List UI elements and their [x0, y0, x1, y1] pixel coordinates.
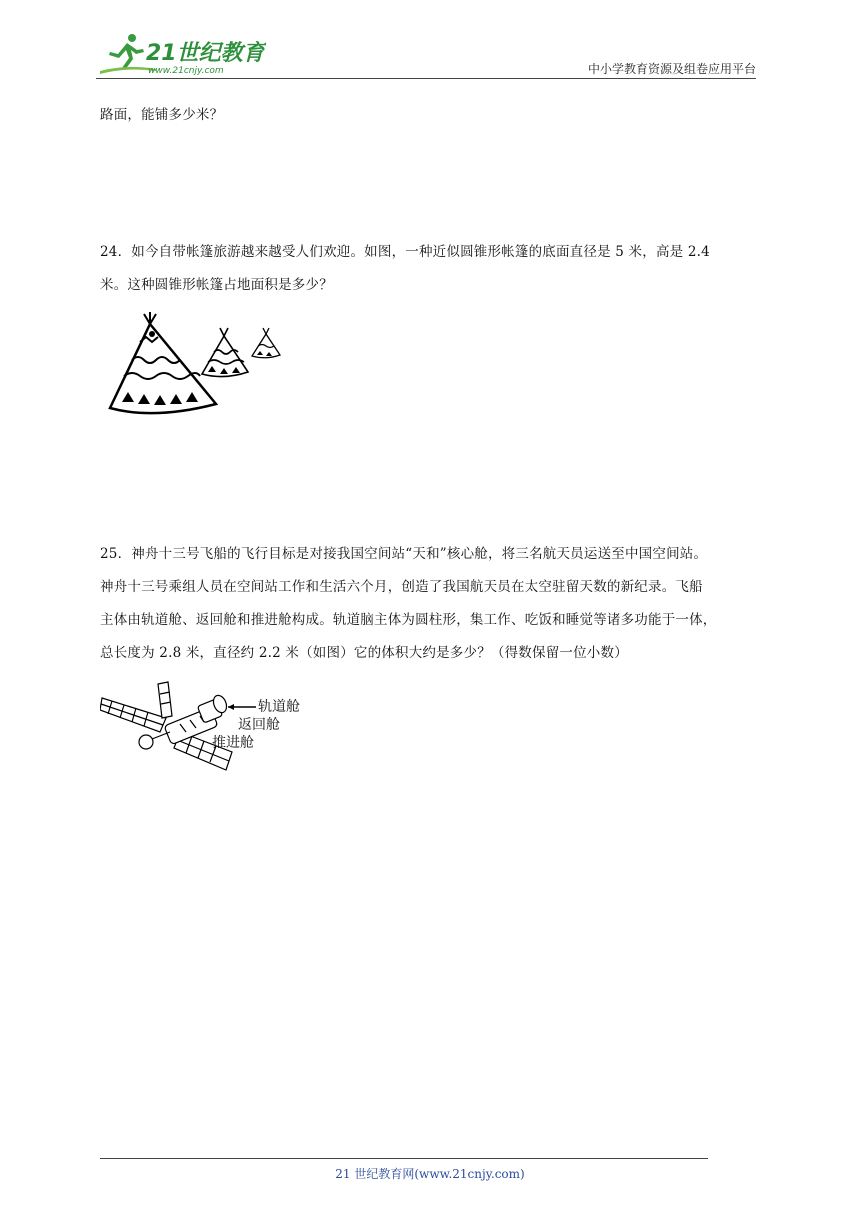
previous-question-tail	[100, 99, 760, 132]
text-line: 24．如今自带帐篷旅游越来越受人们欢迎。如图，一种近似圆锥形帐篷的底面直径是 5 米，高是 2.4	[100, 244, 710, 260]
logo-url-text: www.21cnjy.com	[148, 66, 224, 76]
question-25	[100, 538, 760, 670]
medium-tent-icon	[202, 328, 248, 377]
text-line: 主体由轨道舱、返回舱和推进舱构成。轨道脑主体为圆柱形，集工作、吃饭和睡觉等诸多功能于一体，	[100, 612, 717, 628]
logo-text: 21世纪教育	[146, 41, 265, 66]
tent-figure	[104, 312, 284, 424]
site-logo	[96, 28, 266, 78]
small-tent-icon	[252, 328, 280, 358]
label-propulsion-module: 推进舱	[212, 735, 254, 751]
text-line: 25．神舟十三号飞船的飞行目标是对接我国空间站“天和”核心舱，将三名航天员运送至中国空间站。	[100, 546, 708, 562]
page-footer: 21 世纪教育网(www.21cnjy.com)	[335, 1167, 525, 1181]
footer-divider	[100, 1158, 708, 1159]
solar-panel-top	[158, 682, 172, 718]
platform-name: 中小学教育资源及组卷应用平台	[587, 62, 756, 76]
question-24	[100, 236, 760, 302]
spaceship-icon	[100, 680, 330, 776]
spaceship-figure	[100, 680, 330, 776]
text-line: 神舟十三号乘组人员在空间站工作和生活六个月，创造了我国航天员在太空驻留天数的新纪录。飞船	[100, 579, 703, 595]
label-return-module: 返回舱	[238, 717, 280, 733]
text-line: 路面，能铺多少米？	[100, 107, 224, 123]
large-tent-icon	[110, 312, 216, 413]
solar-panel-left	[100, 698, 166, 732]
header-divider	[96, 78, 756, 79]
text-line: 米。这种圆锥形帐篷占地面积是多少？	[100, 277, 333, 293]
text-line: 总长度为 2.8 米，直径约 2.2 米（如图）它的体积大约是多少？（得数保留一位小数）	[100, 645, 628, 661]
label-orbital-module: 轨道舱	[258, 699, 300, 715]
page-header	[96, 28, 756, 80]
